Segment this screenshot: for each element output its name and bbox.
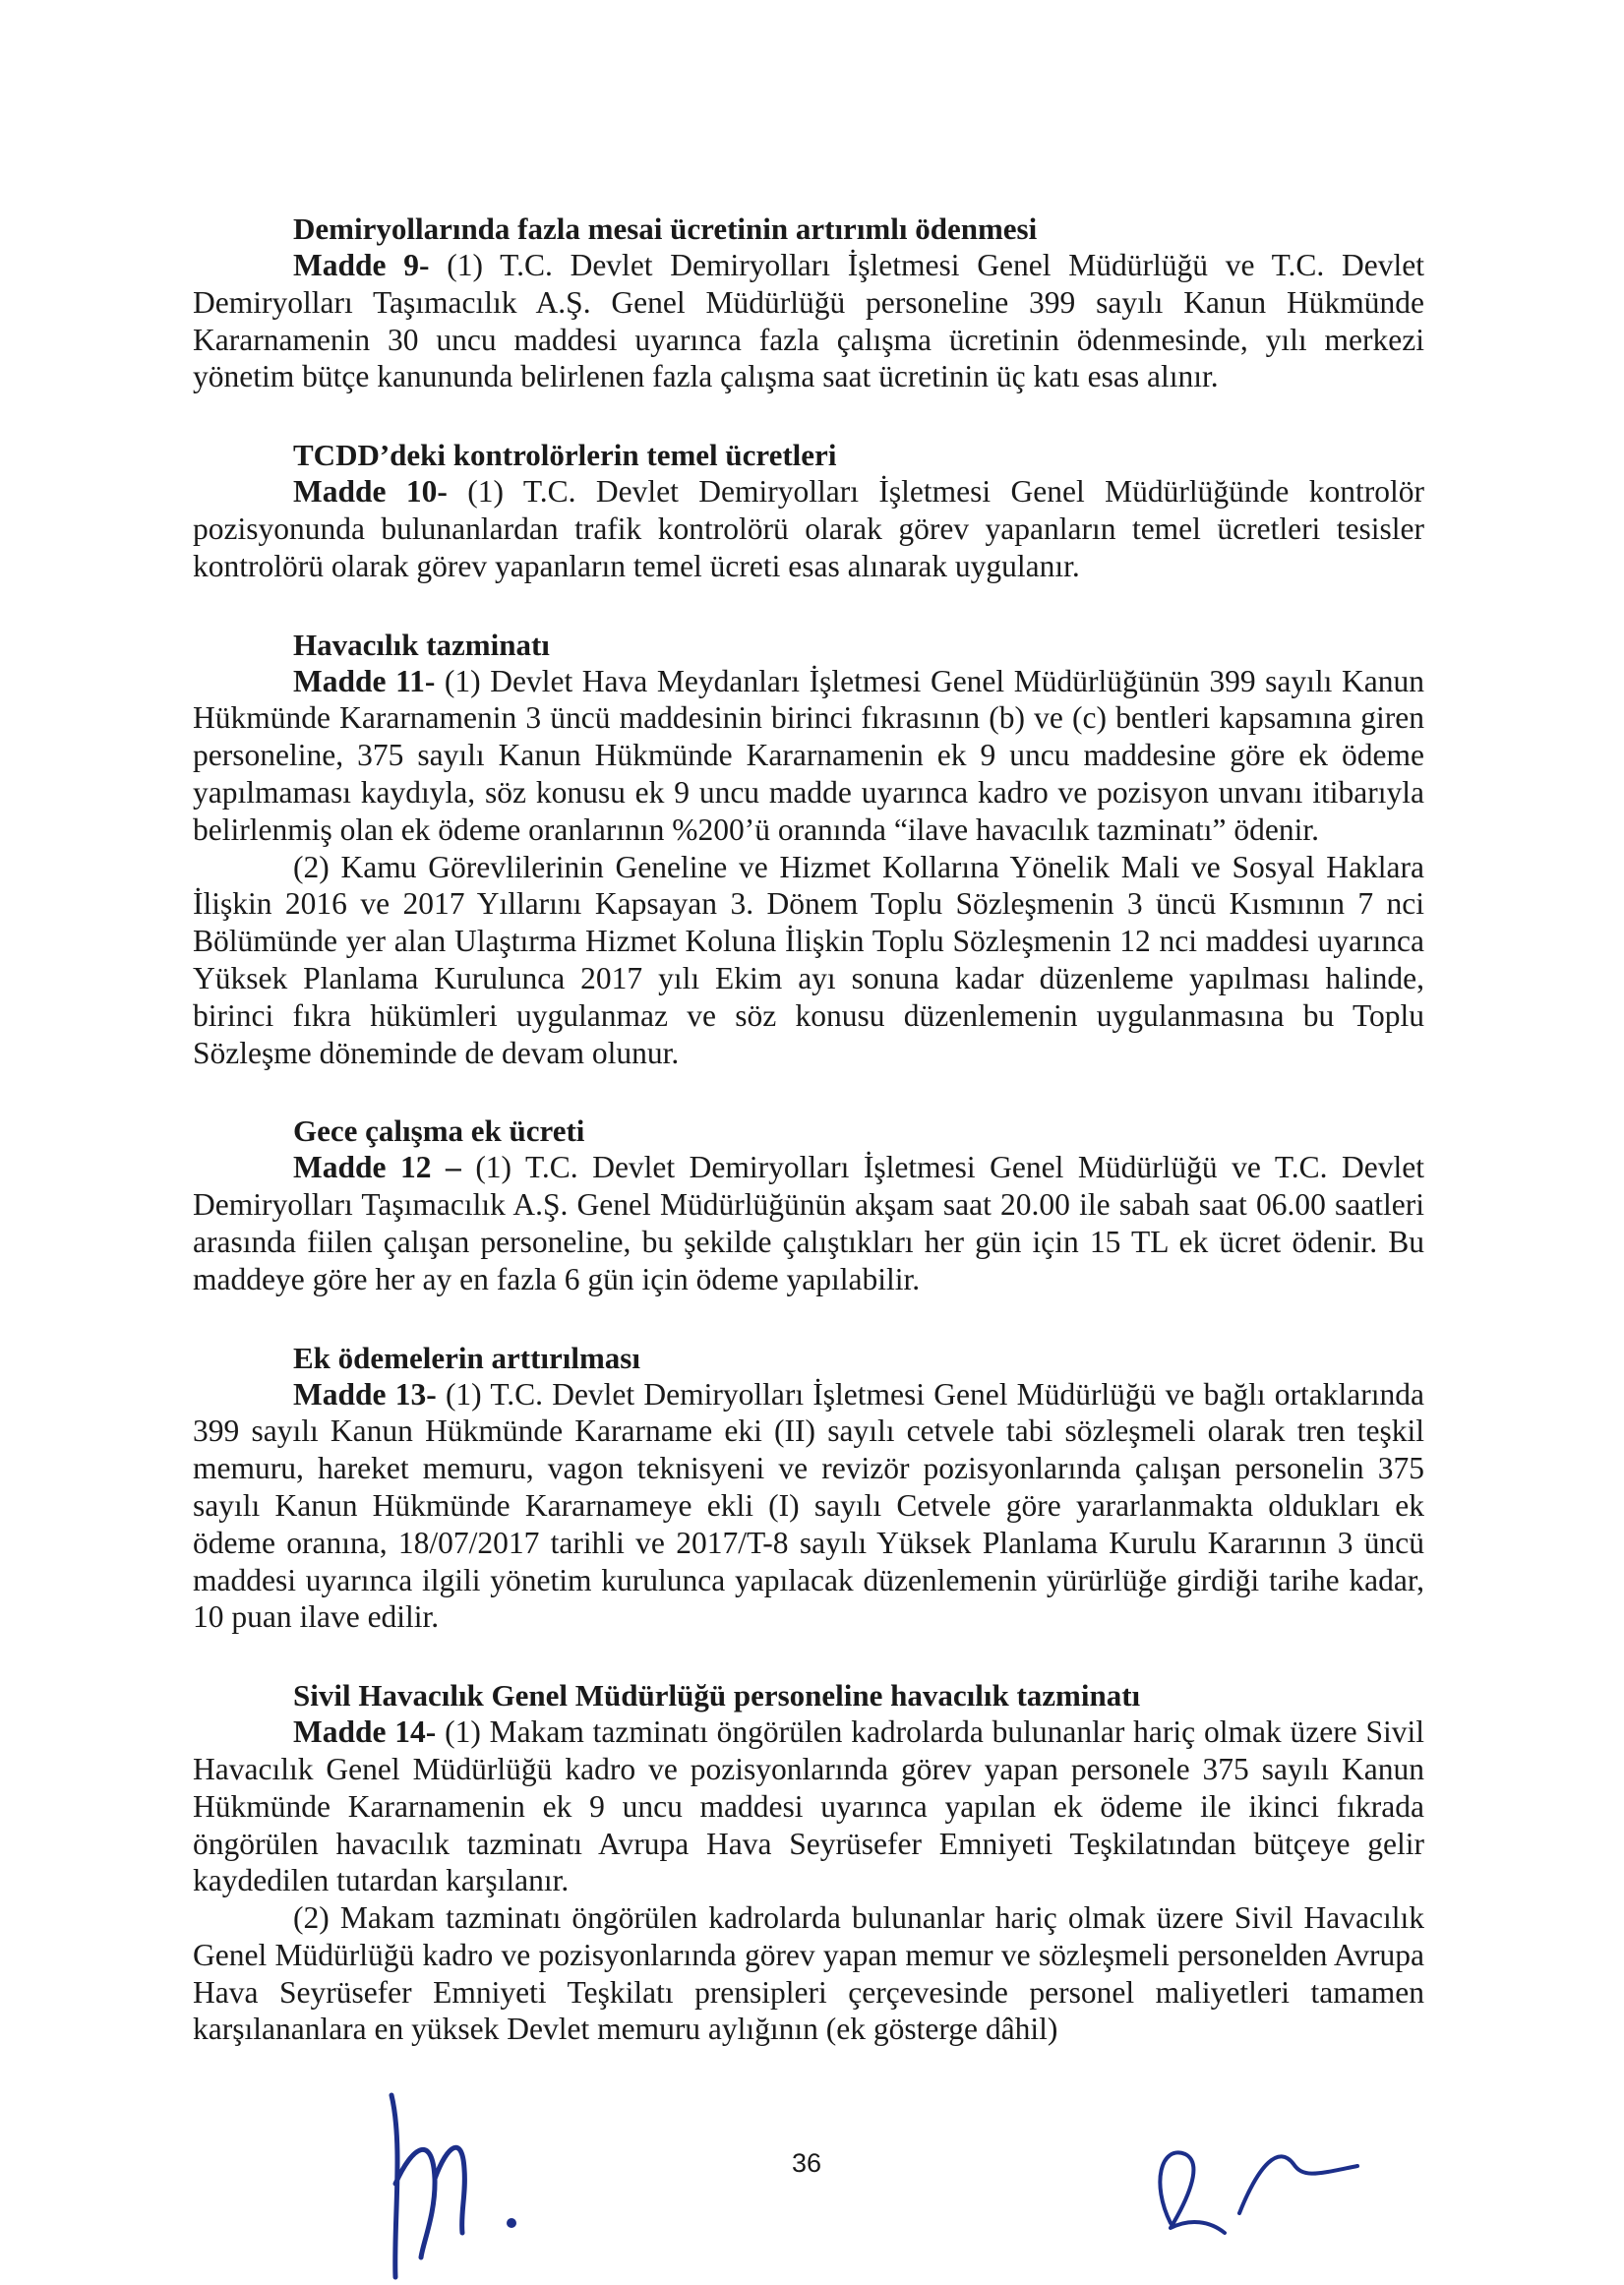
page-number: 36 bbox=[791, 2148, 822, 2178]
section-12 bbox=[193, 1112, 1424, 1297]
article-number: Madde 9- bbox=[293, 248, 430, 282]
section-11 bbox=[193, 627, 1424, 1072]
paragraph bbox=[193, 663, 1424, 849]
section-heading: Demiryollarında fazla mesai ücretinin artırımlı ödenmesi bbox=[293, 211, 1038, 246]
section-10 bbox=[193, 437, 1424, 584]
section-13 bbox=[193, 1340, 1424, 1637]
paragraph bbox=[193, 1376, 1424, 1637]
document-body bbox=[193, 210, 1424, 2089]
section-heading: Sivil Havacılık Genel Müdürlüğü personeline havacılık tazminatı bbox=[293, 1678, 1141, 1714]
article-number: Madde 12 – bbox=[293, 1150, 461, 1185]
article-number: Madde 13- bbox=[293, 1376, 437, 1412]
article-number: Madde 10- bbox=[293, 474, 448, 510]
section-9 bbox=[193, 210, 1424, 395]
signature-left bbox=[364, 2075, 561, 2282]
paragraph bbox=[193, 247, 1424, 395]
paragraph-text: (2) Kamu Görevlilerinin Geneline ve Hizmet Kollarına Yönelik Mali ve Sosyal Haklara İlişkin 2016 ve 2017 Yıllarını Kapsayan 3. Dönem Toplu Sözleşmenin 3 üncü Kısmının 7 nci Bölümünde yer alan Ulaştırma Hizmet Koluna İlişkin Toplu Sözleşmenin 12 nci maddesi uyarınca Yüksek Planlama Kurulunca 2017 yılı Ekim ayı sonuna kadar düzenleme yapılması halinde, birinci fıkra hükümleri uygulanmaz ve söz konusu düzenlemenin uygulanmasına bu Toplu Sözleşme döneminde de devam olunur. bbox=[193, 849, 1424, 1070]
article-number: Madde 14- bbox=[293, 1714, 437, 1750]
section-heading: Havacılık tazminatı bbox=[293, 627, 550, 662]
paragraph bbox=[193, 1714, 1424, 1899]
paragraph-text: (1) T.C. Devlet Demiryolları İşletmesi Genel Müdürlüğü ve T.C. Devlet Demiryolları Taşımacılık A.Ş. Genel Müdürlüğünün akşam saat 20.00 ile sabah saat 06.00 saatleri arasında fiilen çalışan personeline, bu şekilde çalıştıkları her gün için 15 TL ek ücret ödenir. Bu maddeye göre her ay en fazla 6 gün için ödeme yapılabilir. bbox=[193, 1150, 1424, 1296]
article-number: Madde 11- bbox=[293, 663, 436, 698]
paragraph bbox=[193, 1899, 1424, 2048]
paragraph-text: (1) Makam tazminatı öngörülen kadrolarda bulunanlar hariç olmak üzere Sivil Havacılık Genel Müdürlüğü kadro ve pozisyonlarında görev yapan personele 375 sayılı Kanun Hükmünde Kararnamenin ek 9 uncu maddesi uyarınca yapılan ek ödeme ile ikinci fıkrada öngörülen havacılık tazminatı Avrupa Hava Seyrüsefer Emniyeti Teşkilatından bütçeye gelir kaydedilen tutardan karşılanır. bbox=[193, 1714, 1424, 1898]
paragraph-text: (1) Devlet Hava Meydanları İşletmesi Genel Müdürlüğünün 399 sayılı Kanun Hükmünde Kararnamenin 3 üncü maddesinin birinci fıkrasının (b) ve (c) bentleri kapsamına giren personeline, 375 sayılı Kanun Hükmünde Kararnamenin ek 9 uncu maddesine göre ek ödeme yapılmaması kaydıyla, söz konusu ek 9 uncu madde uyarınca kadro ve pozisyon unvanı itibarıyla belirlenmiş olan ek ödeme oranlarının %200’ü oranında “ilave havacılık tazminatı” ödenir. bbox=[193, 663, 1424, 847]
section-14 bbox=[193, 1677, 1424, 2048]
section-heading: TCDD’deki kontrolörlerin temel ücretleri bbox=[293, 438, 837, 473]
signature-right bbox=[1131, 2105, 1367, 2253]
paragraph-text: (2) Makam tazminatı öngörülen kadrolarda bulunanlar hariç olmak üzere Sivil Havacılık Genel Müdürlüğü kadro ve pozisyonlarında görev yapan memur ve sözleşmeli personelden Avrupa Hava Seyrüsefer Emniyeti Teşkilatı prensipleri çerçevesinde personel maliyetleri tamamen karşılananlara en yüksek Devlet memuru aylığının (ek gösterge dâhil) bbox=[193, 1900, 1424, 2047]
paragraph bbox=[193, 849, 1424, 1072]
paragraph-text: (1) T.C. Devlet Demiryolları İşletmesi Genel Müdürlüğü ve bağlı ortaklarında 399 sayılı Kanun Hükmünde Kararname eki (II) sayılı cetvele tabi sözleşmeli olarak tren teşkil memuru, hareket memuru, vagon teknisyeni ve revizör pozisyonlarında çalışan personelin 375 sayılı Kanun Hükmünde Kararnameye ekli (I) sayılı Cetvele göre yararlanmakta oldukları ek ödeme oranına, 18/07/2017 tarihli ve 2017/T-8 sayılı Yüksek Planlama Kurulu Kararının 3 üncü maddesi uyarınca ilgili yönetim kurulunca yapılacak düzenlemenin yürürlüğe girdiği tarihe kadar, 10 puan ilave edilir. bbox=[193, 1376, 1424, 1635]
paragraph-text: (1) T.C. Devlet Demiryolları İşletmesi Genel Müdürlüğünde kontrolör pozisyonunda bulunanlardan trafik kontrolörü olarak görev yapanların temel ücretleri tesisler kontrolörü olarak görev yapanların temel ücreti esas alınarak uygulanır. bbox=[193, 474, 1425, 583]
paragraph bbox=[193, 1149, 1424, 1297]
paragraph bbox=[193, 473, 1424, 584]
paragraph-text: (1) T.C. Devlet Demiryolları İşletmesi Genel Müdürlüğü ve T.C. Devlet Demiryolları Taşımacılık A.Ş. Genel Müdürlüğü personeline 399 sayılı Kanun Hükmünde Kararnamenin 30 uncu maddesi uyarınca fazla çalışma ücretinin ödenmesinde, yılı merkezi yönetim bütçe kanununda belirlenen fazla çalışma saat ücretinin üç katı esas alınır. bbox=[193, 248, 1424, 394]
section-heading: Ek ödemelerin arttırılması bbox=[293, 1340, 640, 1375]
section-heading: Gece çalışma ek ücreti bbox=[293, 1113, 585, 1149]
